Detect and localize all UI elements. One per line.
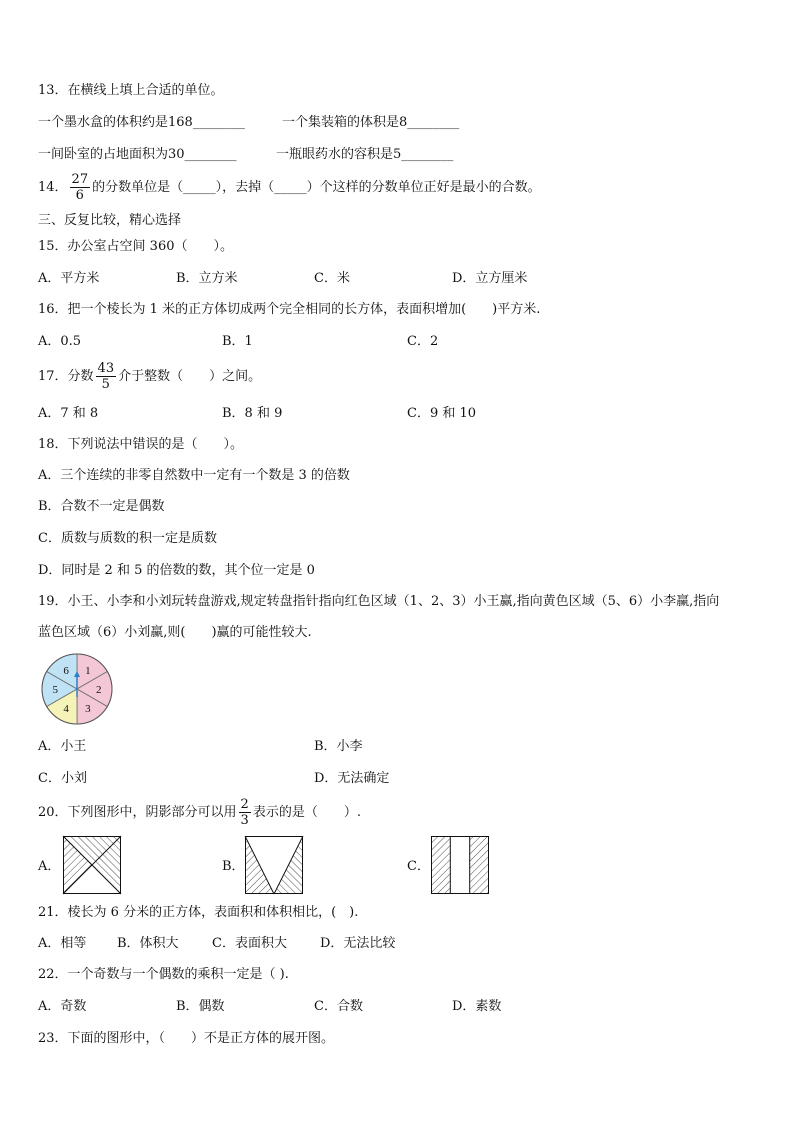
q20-prefix: 20．下列图形中，阴影部分可以用 [38, 805, 237, 820]
q19-line2: 蓝色区域（6）小刘赢,则( )赢的可能性较大. [38, 625, 312, 640]
figure-c-shaded-right [470, 836, 489, 894]
q21-title: 21．棱长为 6 分米的正方体，表面积和体积相比，( ). [38, 905, 359, 920]
q19-option-c: C．小刘 [38, 771, 87, 786]
q14-text: 的分数单位是（_____），去掉（_____）个这样的分数单位正好是最小的合数。 [92, 180, 541, 195]
q15-title: 15．办公室占空间 360（ ）。 [38, 239, 233, 254]
spinner-label: 4 [63, 702, 69, 715]
q22-title: 22．一个奇数与一个偶数的乘积一定是（ ). [38, 967, 289, 982]
q18-option-d: D．同时是 2 和 5 的倍数的数，其个位一定是 0 [38, 563, 315, 578]
q21-option-b: B．体积大 [117, 936, 179, 951]
q20-label-c: C． [407, 859, 430, 874]
q17-frac-numerator: 43 [97, 361, 115, 376]
q22-option-c: C．合数 [314, 999, 363, 1014]
figure-c-shaded-left [431, 836, 450, 894]
q20-frac-denominator: 3 [240, 813, 249, 828]
spinner-label: 6 [63, 665, 69, 678]
q20-figure-c [431, 836, 489, 894]
q17-fraction [96, 361, 117, 392]
q20-text: 表示的是（ ）. [252, 805, 361, 820]
q17-option-a: A．7 和 8 [38, 406, 99, 421]
q19-line1: 19．小王、小李和小刘玩转盘游戏,规定转盘指针指向红色区域（1、2、3）小王赢,指向黄色区域（5、6）小李赢,指向 [38, 594, 720, 609]
q13-item-b: 一个集装箱的体积是8________ [282, 115, 460, 130]
q17-text: 介于整数（ ）之间。 [118, 369, 262, 384]
q15-option-c: C．米 [314, 271, 350, 286]
q15-option-a: A．平方米 [38, 271, 100, 286]
q20-frac-numerator: 2 [240, 797, 249, 812]
q22-option-b: B．偶数 [176, 999, 225, 1014]
q19-option-b: B．小李 [314, 739, 363, 754]
spinner-figure [36, 652, 118, 726]
q16-option-a: A．0.5 [38, 334, 82, 349]
q21-option-d: D．无法比较 [320, 936, 396, 951]
q16-title: 16．把一个棱长为 1 米的正方体切成两个完全相同的长方体，表面积增加( )平方米. [38, 302, 541, 317]
q17-prefix: 17．分数 [38, 369, 94, 384]
q22-option-d: D．素数 [452, 999, 502, 1014]
q20-label-a: A． [38, 859, 61, 874]
q21-option-a: A．相等 [38, 936, 87, 951]
q13-title: 13．在横线上填上合适的单位。 [38, 83, 224, 98]
q19-option-d: D．无法确定 [314, 771, 390, 786]
q17-line [38, 361, 261, 392]
spinner-label: 3 [85, 702, 91, 715]
q14-prefix: 14． [38, 180, 68, 195]
q14-line [38, 172, 541, 203]
q20-label-b: B． [222, 859, 245, 874]
q18-option-b: B．合数不一定是偶数 [38, 499, 165, 514]
q22-option-a: A．奇数 [38, 999, 87, 1014]
q15-option-b: B．立方米 [176, 271, 238, 286]
q16-option-b: B．1 [222, 334, 253, 349]
spinner-label: 2 [95, 684, 102, 696]
q20-line [38, 797, 361, 828]
q16-option-c: C．2 [407, 334, 439, 349]
q20-fraction [239, 797, 251, 828]
spinner-label: 5 [52, 684, 59, 696]
q17-option-c: C．9 和 10 [407, 406, 477, 421]
q13-item-d: 一瓶眼药水的容积是5________ [276, 147, 454, 162]
section-heading: 三、反复比较，精心选择 [38, 213, 182, 228]
q19-option-a: A．小王 [38, 739, 87, 754]
q13-item-a: 一个墨水盒的体积约是168________ [38, 115, 245, 130]
q21-option-c: C．表面积大 [212, 936, 287, 951]
q23-title: 23．下面的图形中，（ ）不是正方体的展开图。 [38, 1031, 335, 1046]
q17-frac-denominator: 5 [101, 377, 110, 392]
q17-option-b: B．8 和 9 [222, 406, 283, 421]
q13-item-c: 一间卧室的占地面积为30________ [38, 147, 237, 162]
q14-fraction [70, 172, 91, 203]
q14-frac-numerator: 27 [71, 172, 89, 187]
q15-option-d: D．立方厘米 [452, 271, 528, 286]
q14-frac-denominator: 6 [75, 188, 84, 203]
q18-title: 18．下列说法中错误的是（ ）。 [38, 437, 244, 452]
q18-option-c: C．质数与质数的积一定是质数 [38, 531, 217, 546]
q20-figure-a [63, 836, 121, 894]
q20-figure-b [245, 836, 303, 894]
spinner-label: 1 [85, 665, 91, 678]
q18-option-a: A．三个连续的非零自然数中一定有一个数是 3 的倍数 [38, 468, 350, 483]
